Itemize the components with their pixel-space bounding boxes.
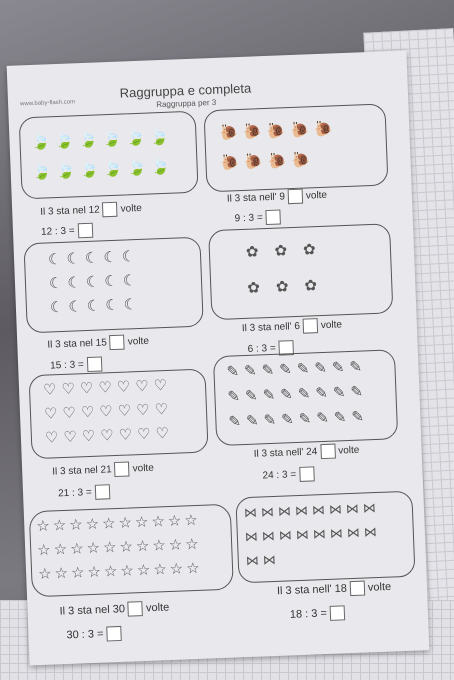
star-icon: ☆ xyxy=(52,516,67,535)
leaf-icon: 🍃 xyxy=(125,129,146,148)
star-icon: ☆ xyxy=(136,561,151,580)
pencil-icon: ✎ xyxy=(298,410,312,428)
moon-icon: ☾ xyxy=(67,274,82,292)
heart-icon: ♡ xyxy=(81,427,96,446)
exercise-4-sentence: Il 3 sta nell' 6 volte xyxy=(241,319,343,335)
moon-icon: ☾ xyxy=(104,272,119,291)
pencil-icon: ✎ xyxy=(226,363,240,381)
pencil-icon: ✎ xyxy=(228,413,242,431)
pencil-icon: ✎ xyxy=(243,362,258,381)
star-icon: ☆ xyxy=(134,513,149,532)
star-icon: ☆ xyxy=(185,559,200,578)
exercise-4-division: 6 : 3 = xyxy=(247,340,297,357)
star-icon: ☆ xyxy=(103,563,118,581)
leaf-icon: 🍃 xyxy=(79,161,100,180)
bow-icon: ⋈ xyxy=(278,527,293,543)
star-icon: ☆ xyxy=(85,515,100,534)
star-icon: ☆ xyxy=(135,537,150,556)
star-icon: ☆ xyxy=(70,564,85,582)
heart-icon: ♡ xyxy=(136,425,151,444)
snail-icon: 🐌 xyxy=(220,154,240,172)
worksheet-title: Raggruppa e completa xyxy=(119,80,252,101)
flower-icon: ✿ xyxy=(275,278,289,296)
worksheet-subtitle: Raggruppa per 3 xyxy=(156,97,217,110)
answer-box[interactable] xyxy=(87,356,103,372)
answer-box[interactable] xyxy=(114,461,130,477)
snail-box xyxy=(203,103,388,192)
bow-icon: ⋈ xyxy=(245,552,260,569)
pencil-icon: ✎ xyxy=(350,383,364,401)
flower-icon: ✿ xyxy=(247,279,261,297)
heart-icon: ♡ xyxy=(99,403,114,421)
moon-icon: ☾ xyxy=(121,248,136,266)
snail-icon: 🐌 xyxy=(290,121,310,140)
moon-icon: ☾ xyxy=(48,274,63,293)
answer-box[interactable] xyxy=(77,223,93,239)
heart-icon: ♡ xyxy=(42,381,57,399)
bow-icon: ⋈ xyxy=(328,501,343,517)
star-icon: ☆ xyxy=(152,561,168,579)
star-icon: ☆ xyxy=(120,562,135,580)
leaf-icon: 🍃 xyxy=(78,131,98,150)
moon-row-2 xyxy=(49,271,137,292)
bow-icon: ⋈ xyxy=(312,525,327,542)
snail-icon: 🐌 xyxy=(313,120,334,139)
heart-icon: ♡ xyxy=(99,427,115,445)
flower-row-1 xyxy=(246,240,316,261)
flower-box xyxy=(208,223,393,320)
exercise-2-division: 9 : 3 = xyxy=(234,209,284,226)
pencil-icon: ✎ xyxy=(315,384,329,403)
pencil-icon: ✎ xyxy=(297,385,311,403)
snail-icon: 🐌 xyxy=(291,151,311,170)
answer-box[interactable] xyxy=(128,601,144,617)
star-icon: ☆ xyxy=(183,511,199,530)
pencil-icon: ✎ xyxy=(261,361,275,380)
leaf-box xyxy=(19,111,199,200)
star-icon: ☆ xyxy=(167,512,182,531)
star-icon: ☆ xyxy=(151,513,166,531)
moon-icon: ☾ xyxy=(84,249,99,268)
pencil-icon: ✎ xyxy=(244,387,258,405)
star-icon: ☆ xyxy=(119,538,134,556)
answer-box[interactable] xyxy=(94,484,110,500)
star-icon: ☆ xyxy=(54,564,69,583)
answer-box[interactable] xyxy=(288,189,304,205)
exercise-7-sentence: Il 3 sta nel 30 volte xyxy=(59,601,170,618)
answer-box[interactable] xyxy=(320,444,336,460)
star-icon: ☆ xyxy=(86,539,101,558)
answer-box[interactable] xyxy=(299,466,315,482)
snail-icon: 🐌 xyxy=(267,152,287,170)
flower-icon: ✿ xyxy=(302,241,316,259)
pencil-icon: ✎ xyxy=(278,361,293,379)
bow-icon: ⋈ xyxy=(295,526,310,543)
pencil-icon: ✎ xyxy=(332,384,346,402)
exercise-3-division: 15 : 3 = xyxy=(50,356,105,373)
heart-icon: ♡ xyxy=(44,429,59,447)
flower-icon: ✿ xyxy=(274,242,288,260)
moon-icon: ☾ xyxy=(103,248,118,267)
bow-icon: ⋈ xyxy=(262,551,277,568)
bow-icon: ⋈ xyxy=(345,500,360,517)
exercise-8-division: 18 : 3 = xyxy=(290,605,349,622)
leaf-icon: 🍃 xyxy=(54,132,75,151)
heart-icon: ♡ xyxy=(98,379,113,397)
pencil-icon: ✎ xyxy=(296,360,310,378)
pencil-icon: ✎ xyxy=(227,388,241,406)
flower-icon: ✿ xyxy=(245,243,259,261)
moon-icon: ☾ xyxy=(86,297,101,315)
snail-icon: 🐌 xyxy=(219,124,239,142)
pencil-icon: ✎ xyxy=(245,412,259,430)
star-icon: ☆ xyxy=(36,517,51,536)
moon-icon: ☾ xyxy=(122,272,137,290)
leaf-icon: 🍃 xyxy=(32,163,52,181)
flower-icon: ✿ xyxy=(304,277,318,295)
exercise-7-division: 30 : 3 = xyxy=(66,626,125,643)
bow-row-3 xyxy=(246,552,277,569)
bow-icon: ⋈ xyxy=(311,502,326,518)
star-icon: ☆ xyxy=(37,565,52,584)
answer-box[interactable] xyxy=(330,605,346,621)
answer-box[interactable] xyxy=(106,626,122,642)
moon-icon: ☾ xyxy=(85,273,100,292)
heart-icon: ♡ xyxy=(43,405,58,423)
snail-icon: 🐌 xyxy=(242,123,263,141)
leaf-icon: 🍃 xyxy=(56,162,76,181)
snail-icon: 🐌 xyxy=(243,153,264,171)
pencil-icon: ✎ xyxy=(263,411,277,430)
star-icon: ☆ xyxy=(118,514,133,532)
star-icon: ☆ xyxy=(68,516,83,534)
answer-box[interactable] xyxy=(265,209,281,225)
snail-icon: 🐌 xyxy=(266,122,286,140)
moon-icon: ☾ xyxy=(104,296,120,315)
moon-row-3 xyxy=(50,295,138,316)
moon-icon: ☾ xyxy=(68,298,83,316)
pencil-icon: ✎ xyxy=(315,409,330,428)
bow-icon: ⋈ xyxy=(346,524,361,541)
answer-box[interactable] xyxy=(110,335,126,351)
answer-box[interactable] xyxy=(350,581,366,597)
answer-box[interactable] xyxy=(102,202,118,218)
pencil-icon: ✎ xyxy=(262,386,276,405)
heart-icon: ♡ xyxy=(80,403,95,422)
moon-icon: ☾ xyxy=(47,250,62,269)
star-icon: ☆ xyxy=(101,515,116,533)
bow-icon: ⋈ xyxy=(362,500,377,516)
star-icon: ☆ xyxy=(168,536,183,555)
heart-icon: ♡ xyxy=(79,379,94,398)
moon-icon: ☾ xyxy=(66,250,81,268)
moon-row-1 xyxy=(48,247,136,268)
moon-icon: ☾ xyxy=(49,298,64,317)
exercise-2-sentence: Il 3 sta nell' 9 volte xyxy=(226,189,328,205)
exercise-6-sentence: Il 3 sta nell' 24 volte xyxy=(253,444,360,460)
pencil-icon: ✎ xyxy=(351,408,365,426)
star-icon: ☆ xyxy=(69,540,84,558)
pencil-icon: ✎ xyxy=(314,359,328,378)
exercise-3-sentence: Il 3 sta nel 15 volte xyxy=(47,335,150,351)
bow-icon: ⋈ xyxy=(329,525,344,541)
star-icon: ☆ xyxy=(169,560,184,579)
heart-icon: ♡ xyxy=(116,378,131,396)
leaf-icon: 🍃 xyxy=(103,160,123,179)
answer-box[interactable] xyxy=(303,318,319,334)
heart-icon: ♡ xyxy=(135,401,150,420)
heart-icon: ♡ xyxy=(155,424,170,443)
pencil-icon: ✎ xyxy=(279,386,294,404)
flower-row-2 xyxy=(247,276,317,297)
pencil-icon: ✎ xyxy=(349,358,363,376)
exercise-6-division: 24 : 3 = xyxy=(262,466,317,483)
leaf-icon: 🍃 xyxy=(150,158,171,177)
star-icon: ☆ xyxy=(36,541,52,560)
exercise-1-sentence: Il 3 sta nel 12 volte xyxy=(40,202,143,218)
bow-icon: ⋈ xyxy=(363,524,378,540)
star-icon: ☆ xyxy=(87,563,102,582)
heart-icon: ♡ xyxy=(154,400,169,419)
heart-icon: ♡ xyxy=(63,428,78,446)
star-icon: ☆ xyxy=(184,535,199,554)
exercise-5-division: 21 : 3 = xyxy=(58,484,113,501)
bow-icon: ⋈ xyxy=(244,528,259,545)
pencil-icon: ✎ xyxy=(331,359,345,377)
bow-icon: ⋈ xyxy=(294,502,309,519)
heart-icon: ♡ xyxy=(118,426,133,444)
heart-icon: ♡ xyxy=(61,380,76,399)
exercise-5-sentence: Il 3 sta nel 21 volte xyxy=(52,462,155,478)
snail-row-2 xyxy=(220,150,310,171)
worksheet-page xyxy=(7,51,430,666)
bow-icon: ⋈ xyxy=(277,503,292,519)
leaf-icon: 🍃 xyxy=(102,130,122,149)
heart-icon: ♡ xyxy=(153,376,168,395)
star-icon: ☆ xyxy=(152,537,167,555)
exercise-1-division: 12 : 3 = xyxy=(41,223,96,240)
pencil-icon: ✎ xyxy=(333,409,347,427)
site-label: www.baby-flash.com xyxy=(20,99,76,108)
pencil-icon: ✎ xyxy=(280,411,295,429)
star-icon: ☆ xyxy=(53,540,68,559)
heart-icon: ♡ xyxy=(62,404,77,423)
heart-icon: ♡ xyxy=(134,377,150,396)
bow-icon: ⋈ xyxy=(261,527,276,544)
star-icon: ☆ xyxy=(102,539,117,557)
leaf-icon: 🍃 xyxy=(31,133,51,151)
bow-icon: ⋈ xyxy=(260,503,275,520)
bow-icon: ⋈ xyxy=(243,504,258,521)
leaf-icon: 🍃 xyxy=(127,159,147,178)
moon-icon: ☾ xyxy=(123,296,138,314)
leaf-icon: 🍃 xyxy=(149,128,169,147)
exercise-8-sentence: Il 3 sta nell' 18 volte xyxy=(276,580,392,598)
heart-icon: ♡ xyxy=(117,402,132,420)
